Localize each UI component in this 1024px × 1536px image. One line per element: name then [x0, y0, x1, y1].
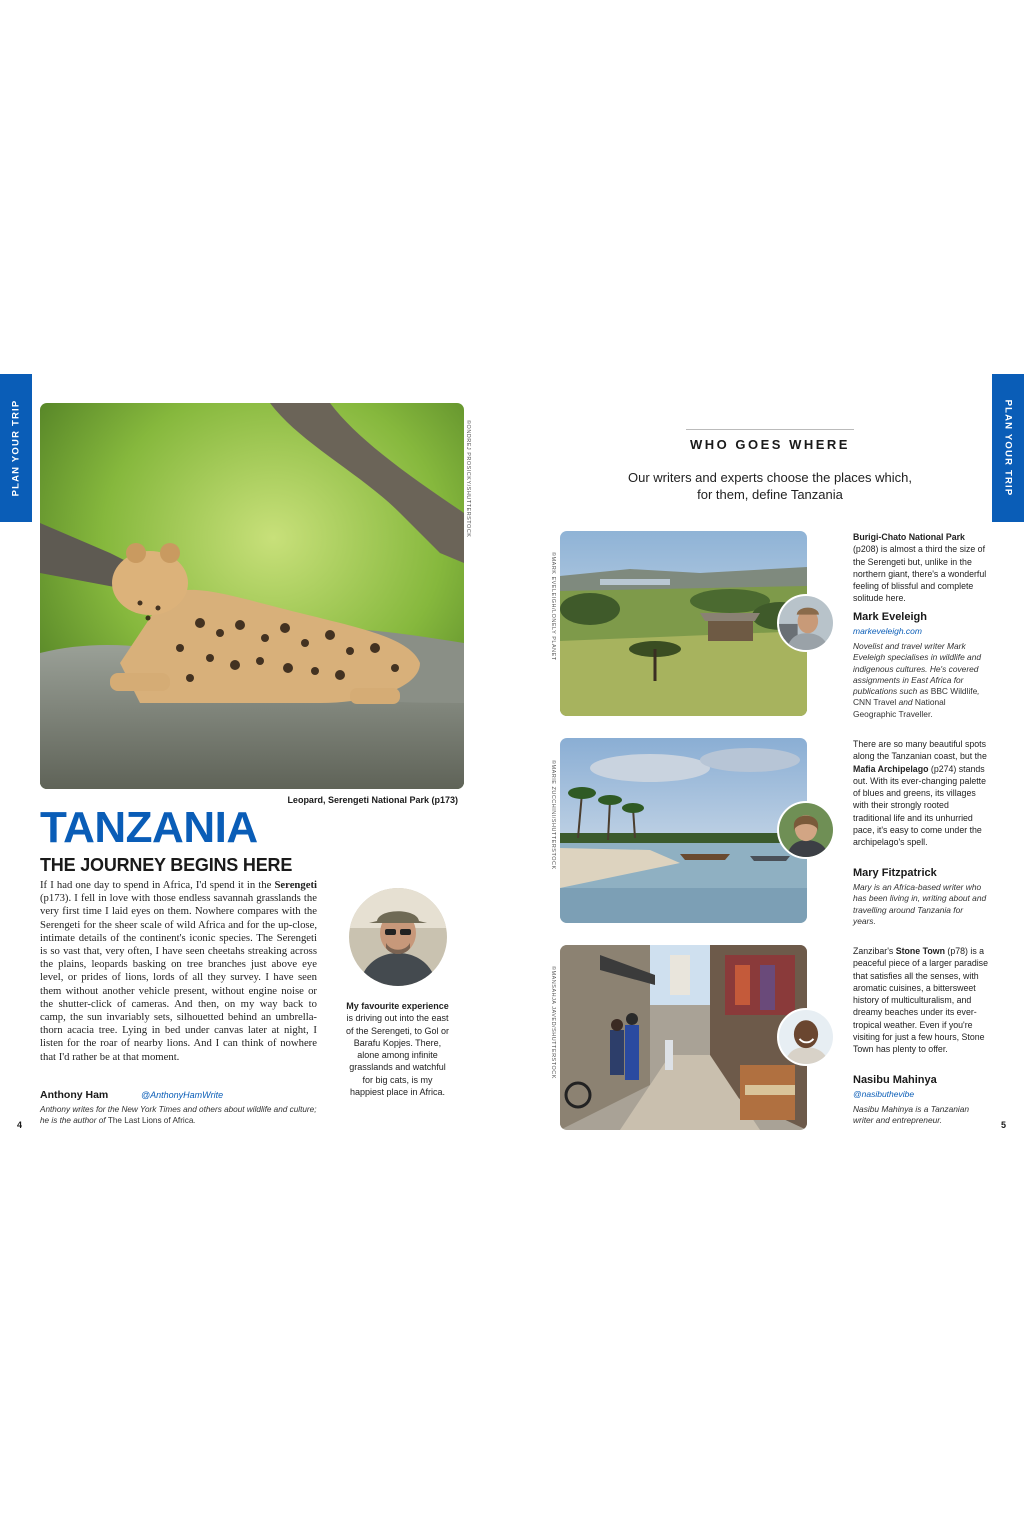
favourite-experience: My favourite experience is driving out into the east of the Serengeti, to Gol or Barafu Kopjes. There, alone among infinite grasslands and watchful for big cats, is my happiest place in Africa. [345, 1001, 450, 1098]
stone-town-description: Zanzibar's Stone Town (p78) is a peaceful piece of a larger paradise that satisfies all the senses, with aromatic cuisines, a bittersweet history of multiculturalism, and dreamy beaches under its ever-tropical weather. Even if you're visiting for just a few hours, Stone Town has plenty to offer. [853, 946, 988, 1055]
mark-eveleigh-avatar [777, 594, 835, 652]
burigi-chato-description: Burigi-Chato National Park (p208) is almost a third the size of the Serengeti but, unlike in the northern giant, there's a wonderful feeling of blissful and complete solitude here. [853, 532, 987, 604]
mark-photo-credit: ©MARK EVELEIGH/LONELY PLANET [550, 552, 556, 661]
burigi-chato-photo [560, 531, 807, 716]
page-number-left: 4 [17, 1120, 23, 1130]
mark-eveleigh-name: Mark Eveleigh [853, 611, 927, 623]
tab-label-right: PLAN YOUR TRIP [1002, 399, 1014, 497]
page-number-right: 5 [1001, 1120, 1007, 1130]
section-rule [686, 429, 854, 430]
page-title: TANZANIA [40, 803, 258, 852]
nasibu-mahinya-avatar [777, 1008, 835, 1066]
nasibu-mahinya-handle[interactable]: @nasibuthevibe [853, 1089, 915, 1099]
mark-eveleigh-bio: Novelist and travel writer Mark Eveleigh specialises in wildlife and indigenous cultures. He's covered assignments in East Africa for publications such as BBC Wildlife, CNN Travel and National Geographic Traveller. [853, 641, 982, 719]
nasibu-mahinya-name: Nasibu Mahinya [853, 1074, 937, 1086]
mafia-archipelago-description: There are so many beautiful spots along the Tanzanian coast, but the Mafia Archipelago (p274) stands out. With its ever-changing palette of blues and greens, its villages with their strongly rooted traditional life and its unhurried pace, it's easy to come under the archipelago's spell. [853, 739, 987, 848]
mark-eveleigh-website[interactable]: markeveleigh.com [853, 626, 922, 636]
intro-paragraph: If I had one day to spend in Africa, I'd spend it in the Serengeti (p173). I fell in love with those endless savannah grasslands the very first time I laid eyes on them. Nowhere compares with the Serengeti for the sheer scale of wild Africa and for the up-close, intimate details of the continent's iconic species. The Serengeti is so vast that, very often, I have seen cheetahs streaking across the plains, leopards basking on tree branches just above eye level, or prides of lions, lords of all they survey. I have seen them without another vehicle present, without engine noise or the shutter-click of cameras. And then, on my way back to camp, the sun invariably sets, silhouetted behind an umbrella-thorn acacia tree. Lying in bed under canvas later at night, I listen for the roar of nearby lions. And I can think of nowhere that I'd rather be at that moment. [40, 879, 317, 1063]
nasibu-photo-credit: ©MANSAHJA JAVED/SHUTTERSTOCK [550, 966, 556, 1079]
anthony-ham-avatar [349, 888, 447, 986]
plan-your-trip-tab-left[interactable] [0, 374, 32, 522]
tab-label-left: PLAN YOUR TRIP [10, 399, 22, 497]
who-goes-where-subtitle: Our writers and experts choose the places which, for them, define Tanzania [628, 470, 912, 502]
serengeti-highlight: Serengeti [274, 879, 317, 891]
author-handle[interactable]: @AnthonyHamWrite [141, 1090, 224, 1100]
leopard-photo [40, 403, 464, 789]
author-name: Anthony Ham [40, 1089, 109, 1101]
plan-your-trip-tab-right[interactable] [992, 374, 1024, 522]
who-goes-where-title: WHO GOES WHERE [690, 437, 850, 452]
mary-fitzpatrick-bio: Mary is an Africa-based writer who has been living in, writing about and travelling around Tanzania for years. [853, 882, 987, 926]
nasibu-mahinya-bio: Nasibu Mahinya is a Tanzanian writer and entrepreneur. [853, 1104, 970, 1126]
stone-town-photo [560, 945, 807, 1130]
mary-photo-credit: ©MARIE ZUCCHINI/SHUTTERSTOCK [550, 760, 556, 870]
page-subtitle: THE JOURNEY BEGINS HERE [40, 855, 293, 875]
mafia-archipelago-photo [560, 738, 807, 923]
author-bio: Anthony writes for the New York Times and others about wildlife and culture; he is the author of The Last Lions of Africa. [40, 1105, 317, 1125]
mary-fitzpatrick-name: Mary Fitzpatrick [853, 867, 937, 879]
hero-caption: Leopard, Serengeti National Park (p173) [287, 795, 458, 805]
mary-fitzpatrick-avatar [777, 801, 835, 859]
hero-photo-credit: ©ONDREJ PROSICKY/SHUTTERSTOCK [465, 420, 471, 538]
